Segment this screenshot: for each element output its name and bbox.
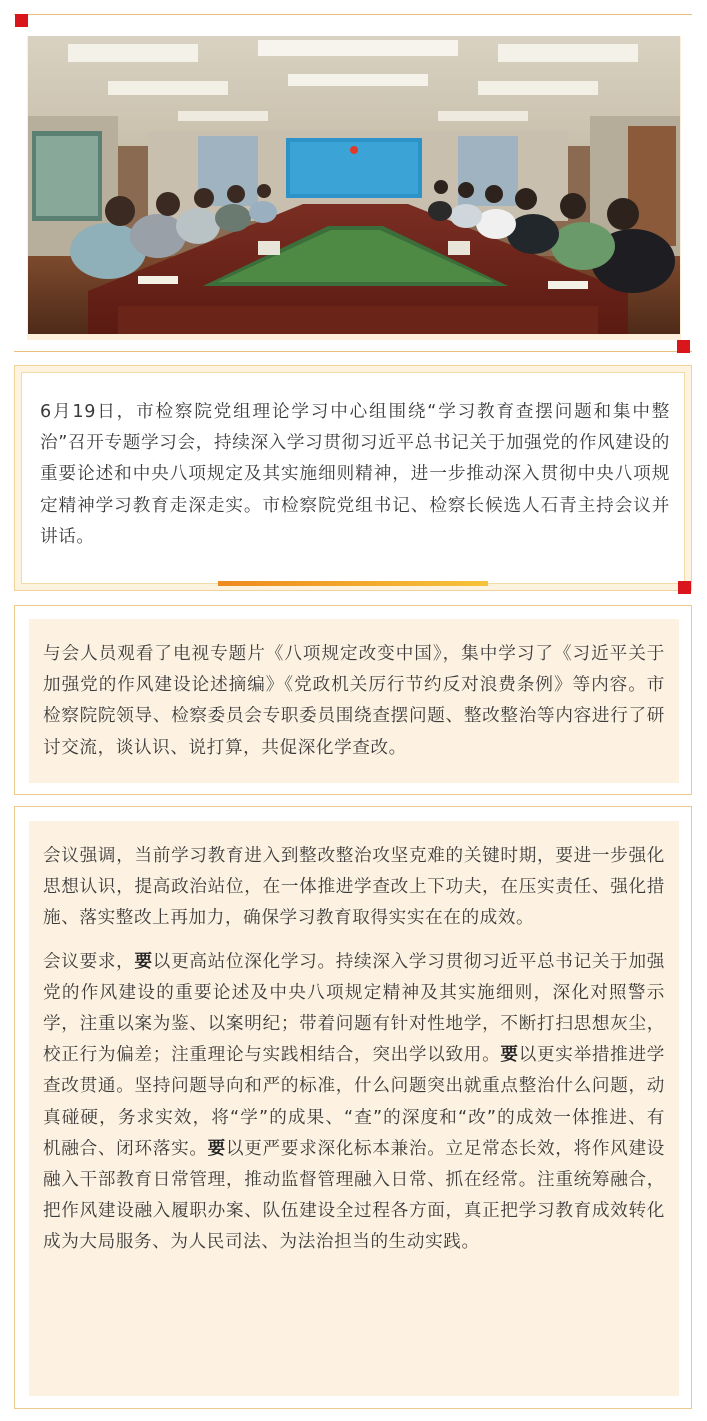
req-point-3: 以更严要求深化标本兼治。立足常态长效，将作风建设融入干部教育日常管理，推动监督管理融入日常、抓在经常。注重统筹融合，把作风建设融入履职办案、队伍建设全过程各方面，真正把学习教育成效转化成为大局服务、为人民司法、为法治担当的生动实践。 <box>43 1138 665 1253</box>
study-card-body <box>29 619 679 783</box>
emphasis-paragraph: 会议强调，当前学习教育进入到整改整治攻坚克难的关键时期，要进一步强化思想认识，提高政治站位，在一体推进学查改上下功夫，在压实责任、强化措施、落实整改上再加力，确保学习教育取得实实在在的成效。 <box>43 846 665 929</box>
req-lead: 会议要求， <box>43 951 135 972</box>
study-card <box>14 605 692 795</box>
req-point-2: 以更实举措推进学查改贯通。坚持问题导向和严的标准，什么问题突出就重点整治什么问题，动真碰硬，务求实效，将“学”的成果、“查”的深度和“改”的成效一体推进、有机融合、闭环落实。 <box>43 1045 665 1159</box>
orange-divider-bar <box>218 581 488 586</box>
study-paragraph: 与会人员观看了电视专题片《八项规定改变中国》，集中学习了《习近平关于加强党的作风建设论述摘编》《党政机关厉行节约反对浪费条例》等内容。市检察院院领导、检察委员会专职委员围绕查摆问题、整改整治等内容进行了研讨交流，谈认识、说打算，共促深化学查改。 <box>43 644 665 758</box>
photo-frame <box>14 14 692 352</box>
intro-card-body <box>21 372 685 584</box>
requirements-card-body <box>29 821 679 1396</box>
meeting-photo-illustration <box>28 36 680 334</box>
red-corner-square-bottom-right <box>677 340 690 353</box>
requirements-card <box>14 806 692 1409</box>
requirements-paragraph <box>43 947 665 1259</box>
req-keyword-2: 要 <box>500 1045 519 1066</box>
req-point-1: 以更高站位深化学习。持续深入学习贯彻习近平总书记关于加强党的作风建设的重要论述及中央八项规定精神及其实施细则，深化对照警示学，注重以案为鉴、以案明纪；带着问题有针对性地学，不断打扫思想灰尘，校正行为偏差；注重理论与实践相结合，突出学以致用。 <box>43 951 665 1066</box>
req-keyword-1: 要 <box>134 951 153 972</box>
intro-paragraph: 6月19日，市检察院党组理论学习中心组围绕“学习教育查摆问题和集中整治”召开专题学习会，持续深入学习贯彻习近平总书记关于加强党的作风建设的重要论述和中央八项规定及其实施细则精神，进一步推动深入贯彻中央八项规定精神学习教育走深走实。市检察院党组书记、检察长候选人石青主持会议并讲话。 <box>40 402 670 547</box>
intro-card <box>14 365 692 591</box>
photo-mat <box>27 36 681 340</box>
red-corner-square-top-left <box>15 14 28 27</box>
req-keyword-3: 要 <box>207 1138 226 1159</box>
meeting-photo[interactable] <box>28 36 680 334</box>
red-corner-square-card1 <box>678 581 691 594</box>
